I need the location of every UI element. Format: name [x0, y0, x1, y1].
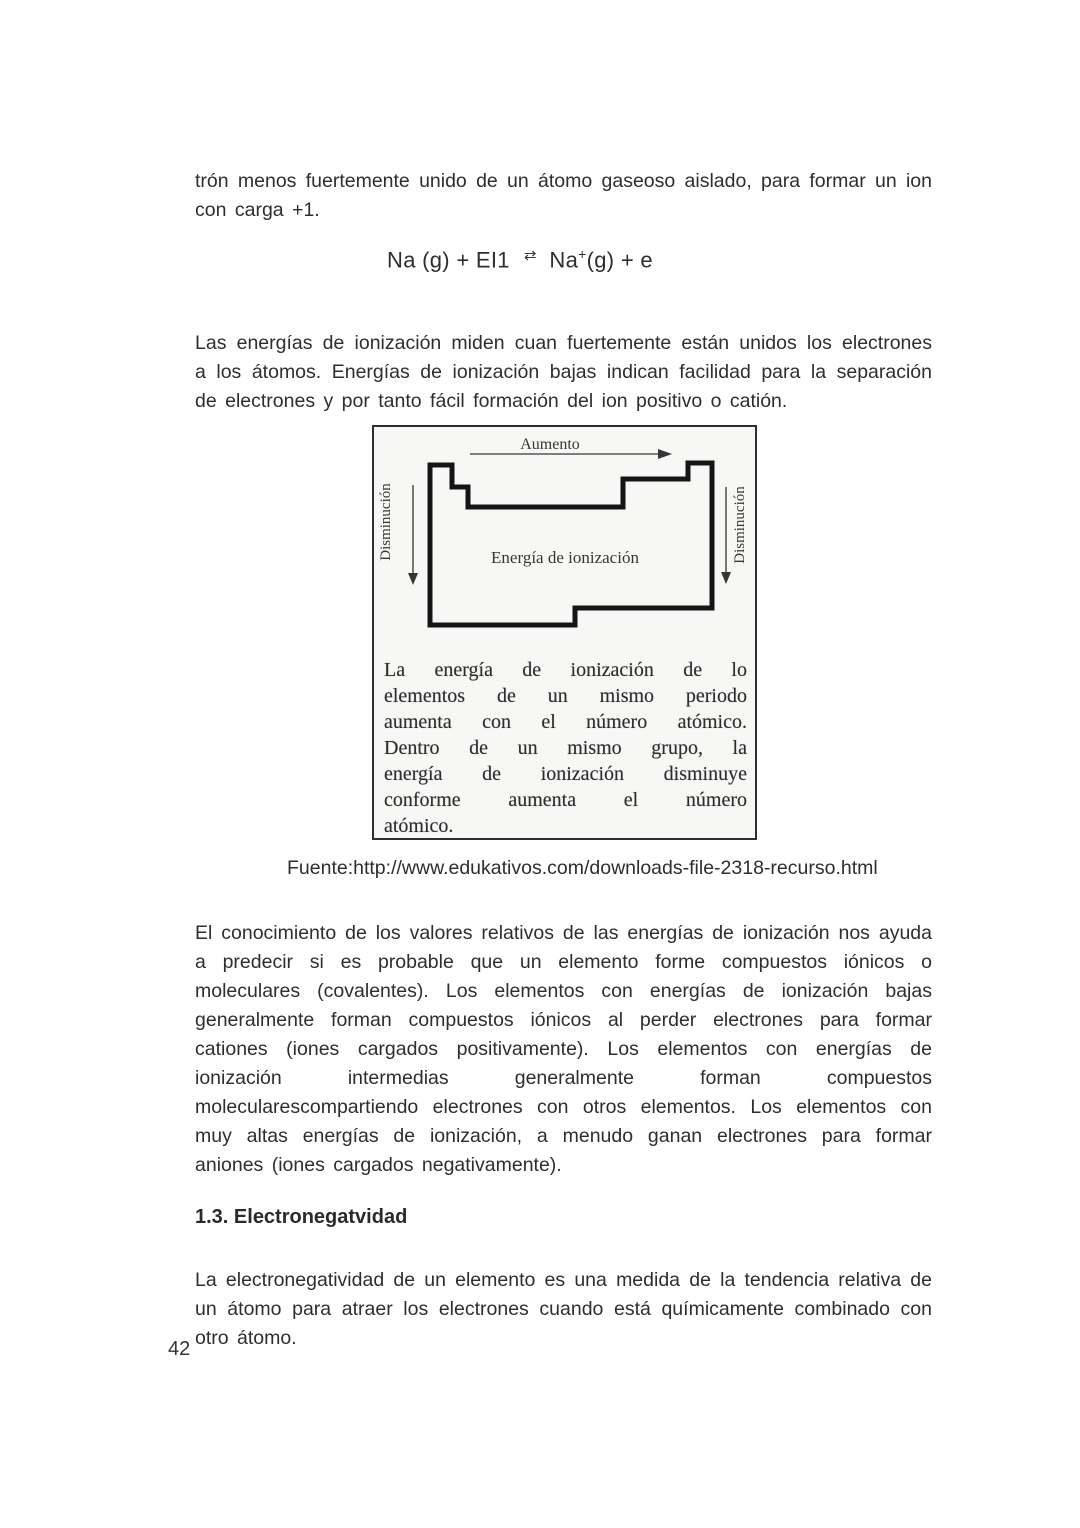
ionization-energy-figure	[372, 425, 757, 840]
paragraph-ionization-energies: Las energías de ionización miden cuan fuertemente están unidos los electrones a los átomos. Energías de ionización bajas indican facilidad para la separación de electrones y por tanto fácil formación del ion positivo o catión.	[195, 331, 932, 412]
figure-text-line: conforme aumenta el número	[384, 789, 747, 811]
figure-text-line: Dentro de un mismo grupo, la	[384, 737, 747, 759]
figure-text-line: energía de ionización disminuye	[384, 763, 747, 785]
paragraph-electronegativity: La electronegatividad de un elemento es una medida de la tendencia relativa de un átomo para atraer los electrones cuando está químicamente combinado con otro átomo.	[195, 1268, 932, 1349]
equation-right-base: Na	[549, 247, 579, 273]
paragraph-ionization-compounds: El conocimiento de los valores relativos de las energías de ionización nos ayuda a predecir si es probable que un elemento forme compuestos iónicos o moleculares (covalentes). Los elementos con energías de ionización bajas generalmente forman compuestos iónicos al perder electrones para formar cationes (iones cargados positivamente). Los elementos con energías de ionización intermedias generalmente forman compuestos molecularescompartiendo electrones con otros elementos. Los elementos con muy altas energías de ionización, a menudo ganan electrones para formar aniones (iones cargados negativamente).	[195, 921, 932, 1176]
equation-left-side: Na (g) + EI1	[387, 247, 510, 273]
figure-text-line: atómico.	[384, 815, 454, 837]
figure-text-line: aumenta con el número atómico.	[384, 711, 747, 733]
section-heading-electronegativity: 1.3. Electronegatvidad	[195, 1205, 408, 1228]
disminucion-right-arrow-icon	[721, 487, 731, 584]
figure-text-line: La energía de ionización de lo	[384, 659, 747, 681]
disminucion-left-arrow-icon	[408, 485, 418, 585]
page-number: 42	[168, 1338, 191, 1360]
periodic-table-outline	[430, 463, 712, 625]
figure-text-line: elementos de un mismo periodo	[384, 685, 747, 707]
figure-source-caption: Fuente:http://www.edukativos.com/downloads-file-2318-recurso.html	[287, 857, 878, 879]
periodic-table-trend-diagram	[374, 427, 755, 655]
disminucion-right-label: Disminución	[732, 486, 748, 564]
ionization-equation	[387, 246, 653, 273]
equilibrium-arrow-icon: ⇄	[523, 247, 536, 265]
energia-ionizacion-label: Energía de ionización	[491, 548, 639, 567]
aumento-label: Aumento	[520, 436, 580, 453]
equation-right-rest: (g) + e	[586, 247, 653, 273]
paragraph-intro: trón menos fuertemente unido de un átomo gaseoso aislado, para formar un ion con carga +1.	[195, 169, 932, 221]
figure-body-text	[374, 655, 755, 839]
equation-charge-superscript: +	[578, 246, 587, 262]
disminucion-left-label: Disminución	[378, 483, 394, 561]
